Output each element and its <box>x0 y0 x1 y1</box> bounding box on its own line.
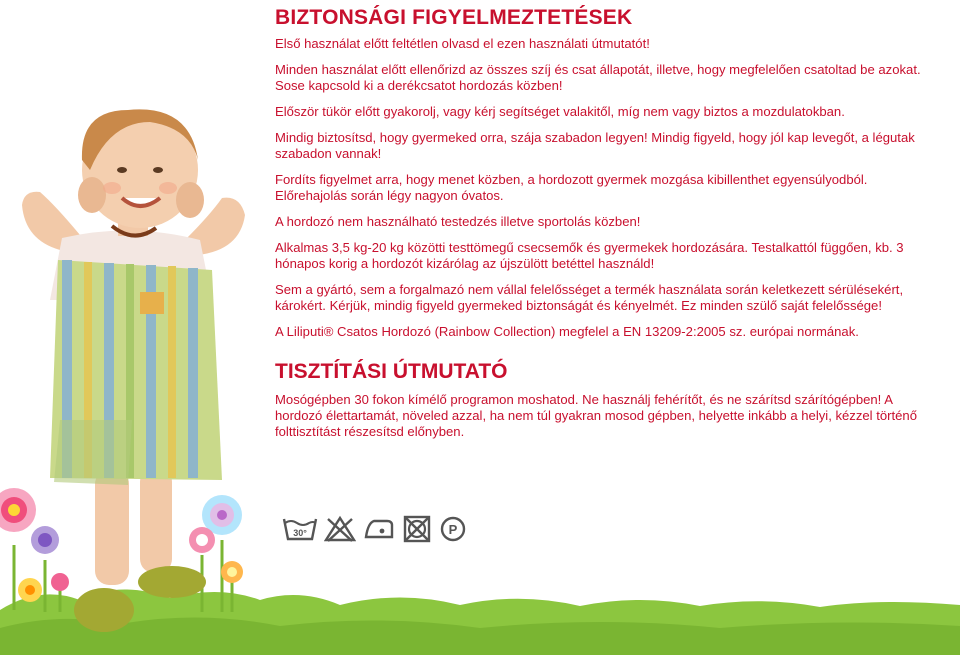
dry-clean-p-icon <box>438 515 468 543</box>
safety-paragraph: Minden használat előtt ellenőrizd az összes szíj és csat állapotát, illetve, hogy megfelelően csatoltad be azokat. Sose kapcsold ki a derékcsatot hordozás közben! <box>275 62 921 93</box>
cleaning-title: TISZTÍTÁSI ÚTMUTATÓ <box>275 360 508 383</box>
care-symbols <box>282 515 468 543</box>
cleaning-paragraph: Mosógépben 30 fokon kímélő programon moshatod. Ne használj fehérítőt, és ne szárítsd szárítógépben! A hordozó élettartamát, növeled azzal, ha nem túl gyakran mosod gépben, helyette inkább a helyi, kézzel történő folttisztítást részesítsd előnyben. <box>275 392 917 439</box>
text-column <box>275 6 935 450</box>
safety-paragraph: Első használat előtt feltétlen olvasd el ezen használati útmutatót! <box>275 36 650 51</box>
svg-text:P: P <box>448 522 458 537</box>
safety-paragraph: A hordozó nem használható testedzés illetve sportolás közben! <box>275 214 641 229</box>
safety-paragraph: Alkalmas 3,5 kg-20 kg közötti testtömegű csecsemők és gyermekek hordozására. Testalkattól függően, kb. 3 hónapos korig a hordozót kizárólag az újszülött betéttel használd! <box>275 240 904 271</box>
svg-text:30°: 30° <box>293 528 307 538</box>
no-bleach-icon <box>324 515 356 543</box>
iron-icon <box>362 515 396 543</box>
no-tumble-dry-icon <box>402 515 432 543</box>
safety-paragraph: Mindig biztosítsd, hogy gyermeked orra, szája szabadon legyen! Mindig figyeld, hogy jól kap levegőt, a légutak szabadon vannak! <box>275 130 915 161</box>
wash-30-icon <box>282 515 318 543</box>
safety-paragraph: A Liliputi® Csatos Hordozó (Rainbow Collection) megfelel a EN 13209-2:2005 sz. európai normának. <box>275 324 859 339</box>
safety-paragraph: Sem a gyártó, sem a forgalmazó nem vállal felelősséget a termék használata során keletkezett sérülésekért, károkért. Kérjük, mindig figyeld gyermeked biztonságát és kényelmét. Ez minden szülő saját felelőssége! <box>275 282 904 313</box>
safety-paragraph: Először tükör előtt gyakorolj, vagy kérj segítséget valakitől, míg nem vagy biztos a mozdulatokban. <box>275 104 845 119</box>
safety-paragraph: Fordíts figyelmet arra, hogy menet közben, a hordozott gyermek mozgása kibillenthet egyensúlyodból. Előrehajolás során légy nagyon óvatos. <box>275 172 868 203</box>
child-figure <box>22 109 245 632</box>
safety-title: BIZTONSÁGI FIGYELMEZTETÉSEK <box>275 6 633 29</box>
